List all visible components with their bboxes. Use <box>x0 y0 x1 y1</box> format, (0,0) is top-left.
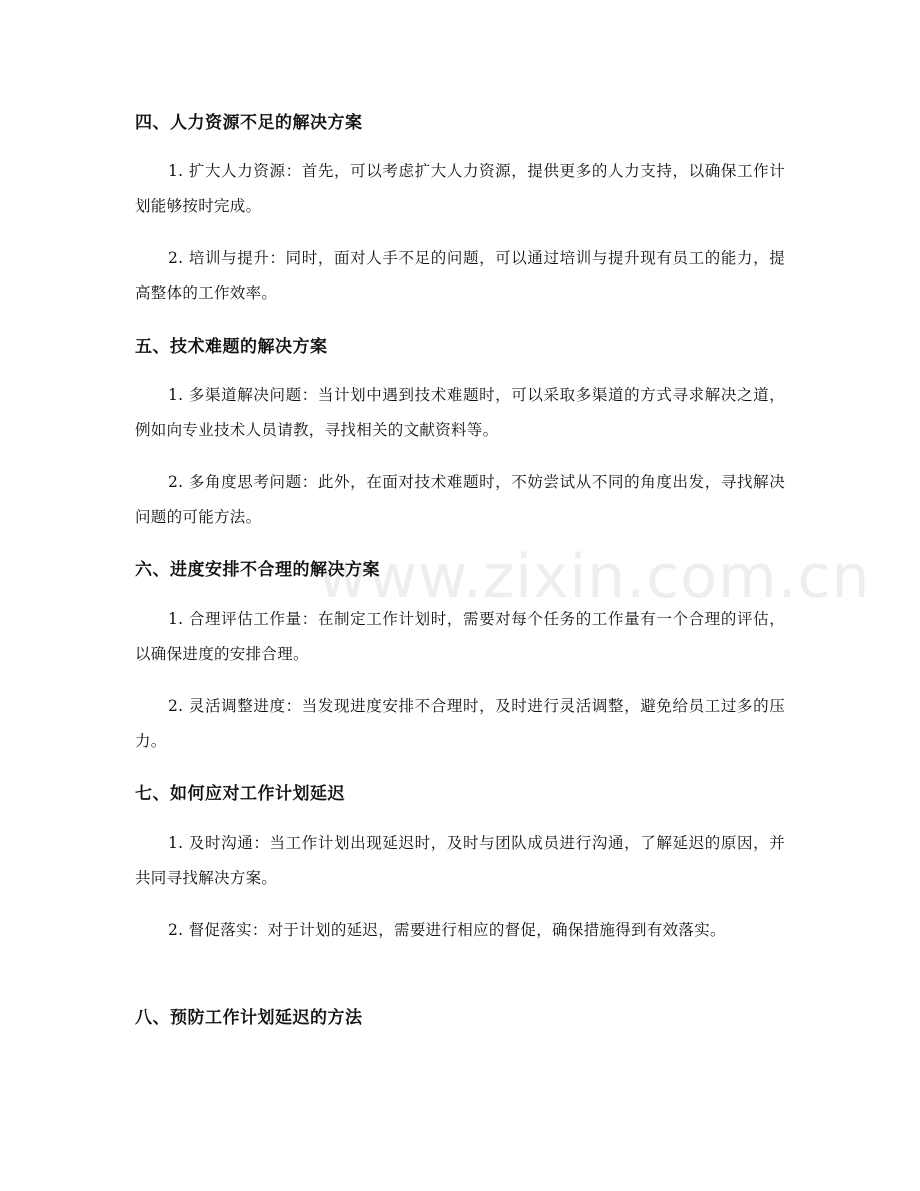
section-7-paragraph-1: 1. 及时沟通：当工作计划出现延迟时，及时与团队成员进行沟通，了解延迟的原因，并共同寻找解决方案。 <box>135 834 785 887</box>
section-heading-6: 六、进度安排不合理的解决方案 <box>135 560 380 580</box>
section-heading-4: 四、人力资源不足的解决方案 <box>135 113 363 133</box>
section-6-paragraph-2: 2. 灵活调整进度：当发现进度安排不合理时，及时进行灵活调整，避免给员工过多的压力。 <box>135 697 785 750</box>
section-7-paragraph-2: 2. 督促落实：对于计划的延迟，需要进行相应的督促，确保措施得到有效落实。 <box>168 921 726 939</box>
section-heading-7: 七、如何应对工作计划延迟 <box>135 784 345 804</box>
section-5-paragraph-1: 1. 多渠道解决问题：当计划中遇到技术难题时，可以采取多渠道的方式寻求解决之道，例如向专业技术人员请教，寻找相关的文献资料等。 <box>135 386 785 439</box>
watermark: www.zixin.com.cn <box>318 542 871 612</box>
section-heading-8: 八、预防工作计划延迟的方法 <box>135 1008 363 1028</box>
section-4-paragraph-1: 1. 扩大人力资源：首先，可以考虑扩大人力资源，提供更多的人力支持，以确保工作计划能够按时完成。 <box>135 162 785 215</box>
section-heading-5: 五、技术难题的解决方案 <box>135 337 328 357</box>
section-4-paragraph-2: 2. 培训与提升：同时，面对人手不足的问题，可以通过培训与提升现有员工的能力，提高整体的工作效率。 <box>135 249 785 302</box>
section-6-paragraph-1: 1. 合理评估工作量：在制定工作计划时，需要对每个任务的工作量有一个合理的评估，以确保进度的安排合理。 <box>135 610 785 663</box>
section-5-paragraph-2: 2. 多角度思考问题：此外，在面对技术难题时，不妨尝试从不同的角度出发，寻找解决问题的可能方法。 <box>135 473 785 526</box>
